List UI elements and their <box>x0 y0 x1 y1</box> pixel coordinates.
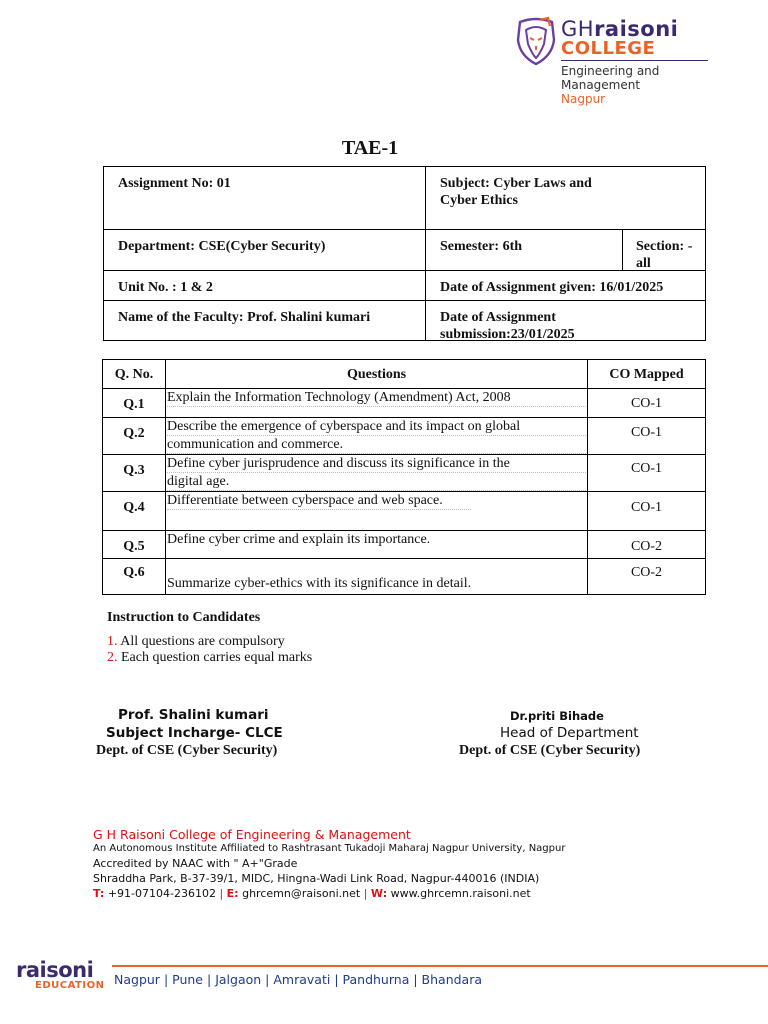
section-line2: all <box>636 256 651 271</box>
contact-separator: | <box>363 887 368 900</box>
footer-line3: Shraddha Park, B-37-39/1, MIDC, Hingna-Wadi Link Road, Nagpur-440016 (INDIA) <box>93 872 540 885</box>
assignment-no: Assignment No: 01 <box>118 176 231 191</box>
footer-raisoni-logo: raisoni <box>16 958 94 982</box>
city-nagpur: Nagpur <box>114 972 160 987</box>
logo-raisoni: raisoni <box>594 17 679 41</box>
header-questions: Questions <box>165 359 588 389</box>
footer-contact <box>93 887 531 900</box>
subject-cell <box>425 166 706 230</box>
question-6-line1: Summarize cyber-ethics with its significance in detail. <box>167 576 472 591</box>
instruction-num-2: 2. <box>107 650 118 665</box>
footer-college-name: G H Raisoni College of Engineering & Management <box>93 827 411 842</box>
section-line1: Section: - <box>636 239 693 254</box>
subject-line2: Cyber Ethics <box>440 193 518 208</box>
instruction-item-2 <box>107 650 312 666</box>
logo-line2: Management <box>561 78 641 92</box>
contact-separator: | <box>219 887 224 900</box>
question-1 <box>165 388 588 418</box>
left-signatory-role: Subject Incharge- CLCE <box>106 725 283 741</box>
unit: Unit No. : 1 & 2 <box>118 280 213 295</box>
right-signatory-role: Head of Department <box>500 725 639 741</box>
instruction-text-1: All questions are compulsory <box>120 634 285 649</box>
semester-cell <box>425 229 623 271</box>
header-co-mapped: CO Mapped <box>587 359 706 389</box>
footer-education-label: EDUCATION <box>35 980 105 991</box>
instruction-item-1 <box>107 634 285 650</box>
submission-cell <box>425 300 706 341</box>
instructions-heading: Instruction to Candidates <box>107 610 261 625</box>
co-4: CO-1 <box>587 491 706 531</box>
unit-cell <box>103 270 426 301</box>
city-separator: | <box>163 972 169 987</box>
right-signatory-name: Dr.priti Bihade <box>510 709 604 723</box>
qno-5: Q.5 <box>102 530 166 559</box>
faculty: Name of the Faculty: Prof. Shalini kumari <box>118 310 371 325</box>
logo-college: COLLEGE <box>561 38 656 59</box>
logo-line1: Engineering and <box>561 64 660 78</box>
qno-1: Q.1 <box>102 388 166 418</box>
instruction-num-1: 1. <box>107 634 118 649</box>
footer-email[interactable]: ghrcemn@raisoni.net <box>242 887 361 900</box>
logo-gh: GH <box>561 17 595 41</box>
footer-line1: An Autonomous Institute Affiliated to Rashtrasant Tukadoji Maharaj Nagpur University, Nagpur <box>93 843 566 854</box>
question-1-line1: Explain the Information Technology (Amendment) Act, 2008 <box>167 389 586 407</box>
footer-cities <box>114 972 482 987</box>
left-signatory-dept: Dept. of CSE (Cyber Security) <box>96 743 278 758</box>
footer-phone: +91-07104-236102 <box>107 887 216 900</box>
department-cell <box>103 229 426 271</box>
assignment-no-cell <box>103 166 426 230</box>
question-3 <box>165 454 588 492</box>
qno-2: Q.2 <box>102 417 166 455</box>
footer-orange-divider <box>112 965 768 967</box>
city-pandhurna: Pandhurna <box>342 972 410 987</box>
co-3: CO-1 <box>587 454 706 492</box>
submission-line1: Date of Assignment <box>440 310 556 325</box>
co-5: CO-2 <box>587 530 706 559</box>
city-separator: | <box>413 972 418 987</box>
co-1: CO-1 <box>587 388 706 418</box>
date-given: Date of Assignment given: 16/01/2025 <box>440 280 664 295</box>
qno-3: Q.3 <box>102 454 166 492</box>
footer-web[interactable]: www.ghrcemn.raisoni.net <box>390 887 531 900</box>
date-given-cell <box>425 270 706 301</box>
question-5 <box>165 530 588 559</box>
department: Department: CSE(Cyber Security) <box>118 239 326 254</box>
qno-4: Q.4 <box>102 491 166 531</box>
city-separator: | <box>206 972 212 987</box>
left-signatory-name: Prof. Shalini kumari <box>118 707 269 723</box>
question-2-line2: communication and commerce. <box>167 436 586 454</box>
semester: Semester: 6th <box>440 239 523 254</box>
document-title: TAE-1 <box>341 137 399 159</box>
logo-subtitle <box>561 64 659 92</box>
logo-divider <box>561 60 708 61</box>
city-jalgaon: Jalgaon <box>215 972 262 987</box>
question-2 <box>165 417 588 455</box>
question-4-line1: Differentiate between cyberspace and web space. <box>167 492 471 510</box>
subject-line1: Subject: Cyber Laws and <box>440 176 592 191</box>
city-pune: Pune <box>172 972 203 987</box>
city-separator: | <box>334 972 339 987</box>
web-label: W: <box>370 887 388 900</box>
right-signatory-dept: Dept. of CSE (Cyber Security) <box>459 743 641 758</box>
footer-line2: Accredited by NAAC with " A+"Grade <box>93 857 298 870</box>
co-2: CO-1 <box>587 417 706 455</box>
email-label: E: <box>226 887 239 900</box>
question-3-line1: Define cyber jurisprudence and discuss its significance in the <box>167 455 586 473</box>
logo-city: Nagpur <box>561 92 606 106</box>
question-3-line2: digital age. <box>167 473 586 491</box>
faculty-cell <box>103 300 426 341</box>
header-qno: Q. No. <box>102 359 166 389</box>
city-amravati: Amravati <box>273 972 331 987</box>
question-6 <box>165 558 588 595</box>
question-4 <box>165 491 588 531</box>
question-5-line1: Define cyber crime and explain its importance. <box>167 532 431 547</box>
phone-label: T: <box>93 887 105 900</box>
city-bhandara: Bhandara <box>421 972 483 987</box>
question-2-line1: Describe the emergence of cyberspace and its impact on global <box>167 418 586 436</box>
college-logo-lion-icon <box>514 16 558 66</box>
instruction-text-2: Each question carries equal marks <box>121 650 313 665</box>
section-cell <box>622 229 706 271</box>
submission-line2: submission:23/01/2025 <box>440 327 575 342</box>
qno-6: Q.6 <box>102 558 166 595</box>
co-6: CO-2 <box>587 558 706 595</box>
city-separator: | <box>265 972 270 987</box>
